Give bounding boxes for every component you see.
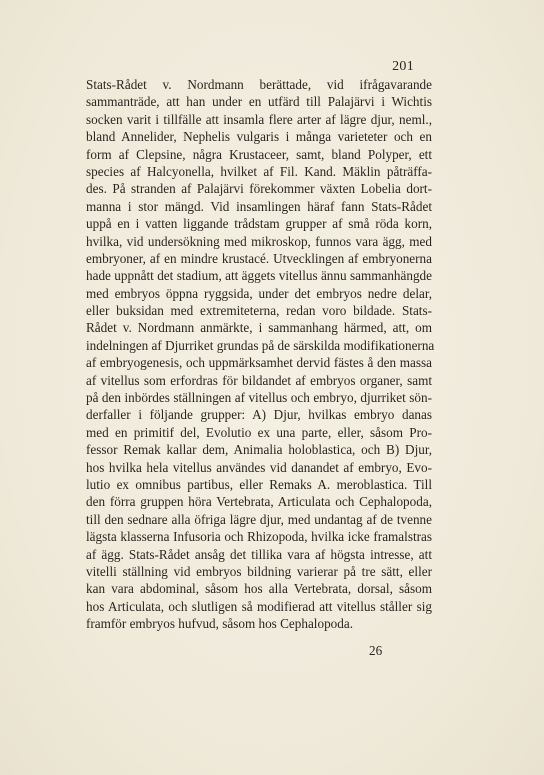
body-text [86, 76, 435, 633]
text-line: form af Clepsine, några Krustaceer, samt, bland Polyper, ett [86, 146, 432, 162]
text-line: Stats-Rådet v. Nordmann berättade, vid ifrågavarande [86, 77, 432, 92]
text-line: uppå en i vatten liggande trådstam grupper af små röda korn, [86, 216, 432, 232]
page-number: 201 [392, 59, 414, 74]
text-line: derfaller i följande grupper: A) Djur, hvilkas embryo danas [86, 407, 432, 423]
text-line: sammanträde, att han under en utfärd till Palajärvi i Wichtis [86, 94, 432, 110]
text-line: af ägg. Stats-Rådet ansåg det tillika vara af högsta intresse, att [86, 546, 432, 562]
text-line: fessor Remak kallar dem, Animalia holoblastica, och B) Djur, [86, 442, 432, 458]
text-line: socken varit i tillfälle att insamla flere arter af lägre djur, neml., [86, 111, 432, 127]
text-line: bland Annelider, Nephelis vulgaris i många varieteter och en [86, 129, 432, 145]
text-line: manna i stor mängd. Vid insamlingen häraf fann Stats-Rådet [86, 198, 432, 214]
text-line: med en primitif del, Evolutio ex una parte, eller, såsom Pro- [86, 424, 432, 440]
text-line: på den inbördes ställningen af vitellus och embryo, djurriket sön- [86, 390, 432, 406]
text-line: vitelli ställning vid embryos bildning varierar på tre sätt, eller [86, 563, 432, 579]
text-line: lägsta klasserna Infusoria och Rhizopoda, hvilka icke framalstras [86, 529, 432, 545]
text-line: den förra gruppen höra Vertebrata, Articulata och Cephalopoda, [86, 494, 432, 510]
text-line: species af Halcyonella, hvilket af Fil. Kand. Mäklin påträffa- [86, 163, 432, 179]
text-line: Rådet v. Nordmann anmärkte, i sammanhang härmed, att, om [86, 320, 432, 336]
text-line: till den sednare alla öfriga lägre djur, med undantag af de tvenne [86, 511, 432, 527]
text-line: kan vara abdominal, såsom hos alla Vertebrata, dorsal, såsom [86, 581, 432, 597]
text-line: embryoner, af en mindre krustacé. Utvecklingen af embryonerna [86, 250, 432, 266]
text-line: hade uppnått det stadium, att äggets vitellus ännu sammanhängde [86, 268, 432, 284]
text-line: eller buksidan med extremiteterna, redan voro bildade. Stats- [86, 303, 432, 319]
text-line: hos Articulata, och slutligen så modifierad att vitellus ståller sig [86, 598, 432, 614]
text-line: hos hvilka hela vitellus användes vid danandet af embryo, Evo- [86, 459, 432, 475]
text-line: indelningen af Djurriket grundas på de särskilda modifikationerna [86, 337, 435, 353]
signature-mark: 26 [369, 643, 383, 658]
text-line: af embryogenesis, och uppmärksamhet dervid fästes å den massa [86, 355, 432, 371]
text-line: hvilka, vid undersökning med mikroskop, funnos vara ägg, med [86, 233, 432, 249]
text-line: lutio ex omnibus partibus, eller Remaks A. meroblastica. Till [86, 476, 432, 492]
text-line: framför embryos hufvud, såsom hos Cephalopoda. [86, 616, 353, 632]
text-line: af vitellus som erfordras för bildandet af embryos organer, samt [86, 372, 432, 388]
text-line: des. På stranden af Palajärvi förekommer växten Lobelia dort- [86, 181, 432, 197]
text-line: med embryos öppna ryggsida, under det embryos nedre delar, [86, 285, 432, 301]
